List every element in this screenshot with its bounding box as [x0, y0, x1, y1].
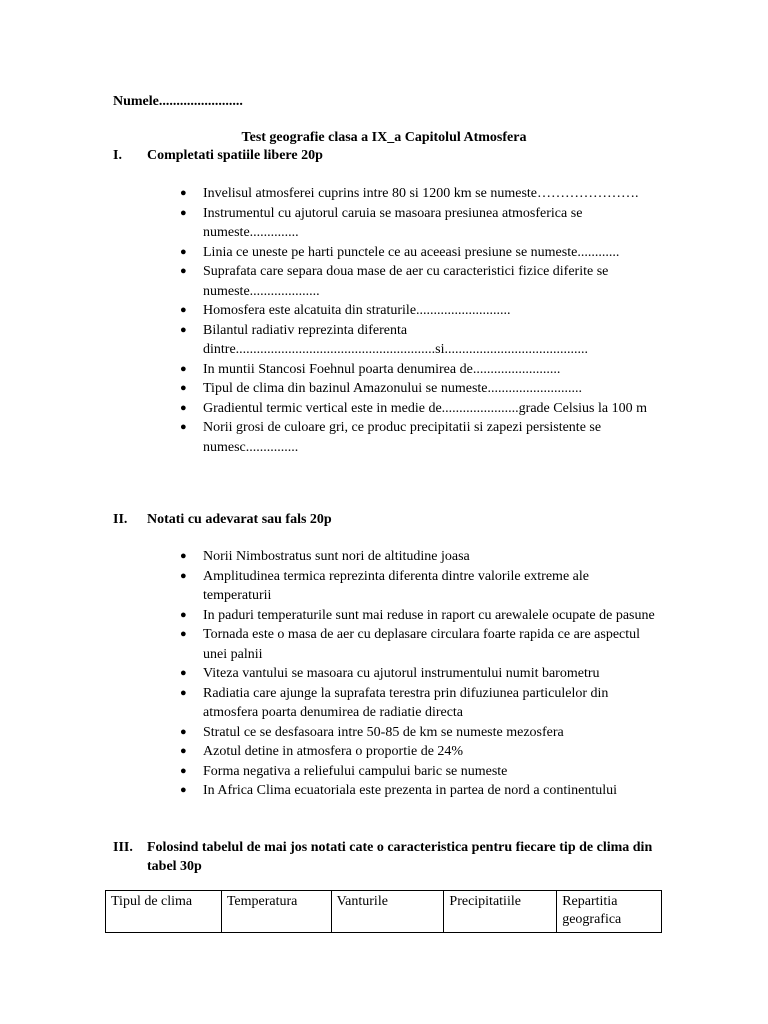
bullet-icon: ●	[180, 187, 187, 199]
section-3-title: Folosind tabelul de mai jos notati cate o caracteristica pentru fiecare tip de clima din tabel 30p	[147, 840, 653, 874]
bullet-icon: ●	[180, 725, 187, 738]
section-1-heading	[113, 148, 323, 164]
list-item: ● Stratul ce se desfasoara intre 50-85 de km se numeste mezosfera	[180, 723, 660, 743]
section-2-number: II.	[113, 512, 128, 527]
bullet-icon: ●	[180, 569, 187, 582]
list-item: ● Bilantul radiativ reprezinta diferenta dintre.........................................................si.........................................	[180, 322, 588, 357]
bullet-icon: ●	[180, 401, 187, 414]
section-1-title: Completati spatiile libere 20p	[147, 148, 323, 163]
section-2-heading	[113, 512, 332, 528]
list-item: ● Azotul detine in atmosfera o proportie de 24%	[180, 742, 660, 762]
table-header-cell: Precipitatiile	[444, 891, 557, 933]
list-item: ● Amplitudinea termica reprezinta diferenta dintre valorile extreme ale temperaturii	[180, 568, 589, 603]
list-item: ● Tipul de clima din bazinul Amazonului se numeste...........................	[180, 379, 660, 399]
list-item: ● Suprafata care separa doua mase de aer cu caracteristici fizice diferite se numeste....................	[180, 264, 609, 299]
bullet-icon: ●	[180, 265, 187, 277]
list-item: ● Viteza vantului se masoara cu ajutorul instrumentului numit barometru	[180, 664, 660, 684]
list-item: ● In muntii Stancosi Foehnul poarta denumirea de.........................	[180, 360, 660, 380]
bullet-icon: ●	[180, 628, 187, 640]
list-item: ● Instrumentul cu ajutorul caruia se masoara presiunea atmosferica se numeste..............	[180, 205, 583, 240]
list-item: ● Norii grosi de culoare gri, ce produc precipitatii si zapezi persistente se numesc...............	[180, 420, 602, 455]
bullet-icon: ●	[180, 323, 187, 336]
table-header-cell: Repartitia geografica	[557, 891, 662, 933]
bullet-icon: ●	[180, 245, 187, 258]
list-item: ● Tornada este o masa de aer cu deplasare circulara foarte rapida ce are aspectul unei palnii	[180, 627, 641, 662]
bullet-icon: ●	[180, 421, 187, 433]
section-3-number: III.	[113, 840, 133, 855]
student-name-line: Numele........................	[113, 94, 243, 109]
bullet-icon: ●	[180, 362, 187, 375]
table-row	[106, 891, 662, 933]
bullet-icon: ●	[180, 304, 187, 316]
bullet-icon: ●	[180, 382, 187, 394]
section-2-list	[180, 547, 660, 801]
section-3-heading	[113, 838, 653, 876]
section-1-list	[180, 184, 660, 457]
list-item: ● In Africa Clima ecuatoriala este prezenta in partea de nord a continentului	[180, 781, 660, 801]
list-item: ● Invelisul atmosferei cuprins intre 80 si 1200 km se numeste………………….	[180, 184, 660, 204]
bullet-icon: ●	[180, 686, 187, 699]
bullet-icon: ●	[180, 550, 187, 562]
bullet-icon: ●	[180, 667, 187, 679]
test-title: Test geografie clasa a IX_a Capitolul Atmosfera	[241, 130, 527, 145]
bullet-icon: ●	[180, 764, 187, 777]
list-item: ● In paduri temperaturile sunt mai reduse in raport cu arewalele ocupate de pasune	[180, 606, 660, 626]
list-item: ● Forma negativa a reliefului campului baric se numeste	[180, 762, 660, 782]
bullet-icon: ●	[180, 745, 187, 757]
section-2-title: Notati cu adevarat sau fals 20p	[147, 512, 332, 527]
list-item: ● Radiatia care ajunge la suprafata terestra prin difuziunea particulelor din atmosfera poarta denumirea de radiatie directa	[180, 685, 609, 720]
table-header-cell: Temperatura	[221, 891, 331, 933]
climate-table	[105, 890, 662, 933]
list-item: ● Norii Nimbostratus sunt nori de altitudine joasa	[180, 547, 660, 567]
list-item: ● Homosfera este alcatuita din straturile...........................	[180, 301, 660, 321]
table-header-cell: Vanturile	[331, 891, 444, 933]
bullet-icon: ●	[180, 784, 187, 796]
table-header-cell: Tipul de clima	[106, 891, 222, 933]
bullet-icon: ●	[180, 608, 187, 621]
list-item: ● Linia ce uneste pe harti punctele ce au aceeasi presiune se numeste............	[180, 243, 660, 263]
list-item: ● Gradientul termic vertical este in medie de......................grade Celsius la 100 m	[180, 399, 660, 419]
section-1-number: I.	[113, 148, 122, 163]
bullet-icon: ●	[180, 206, 187, 219]
